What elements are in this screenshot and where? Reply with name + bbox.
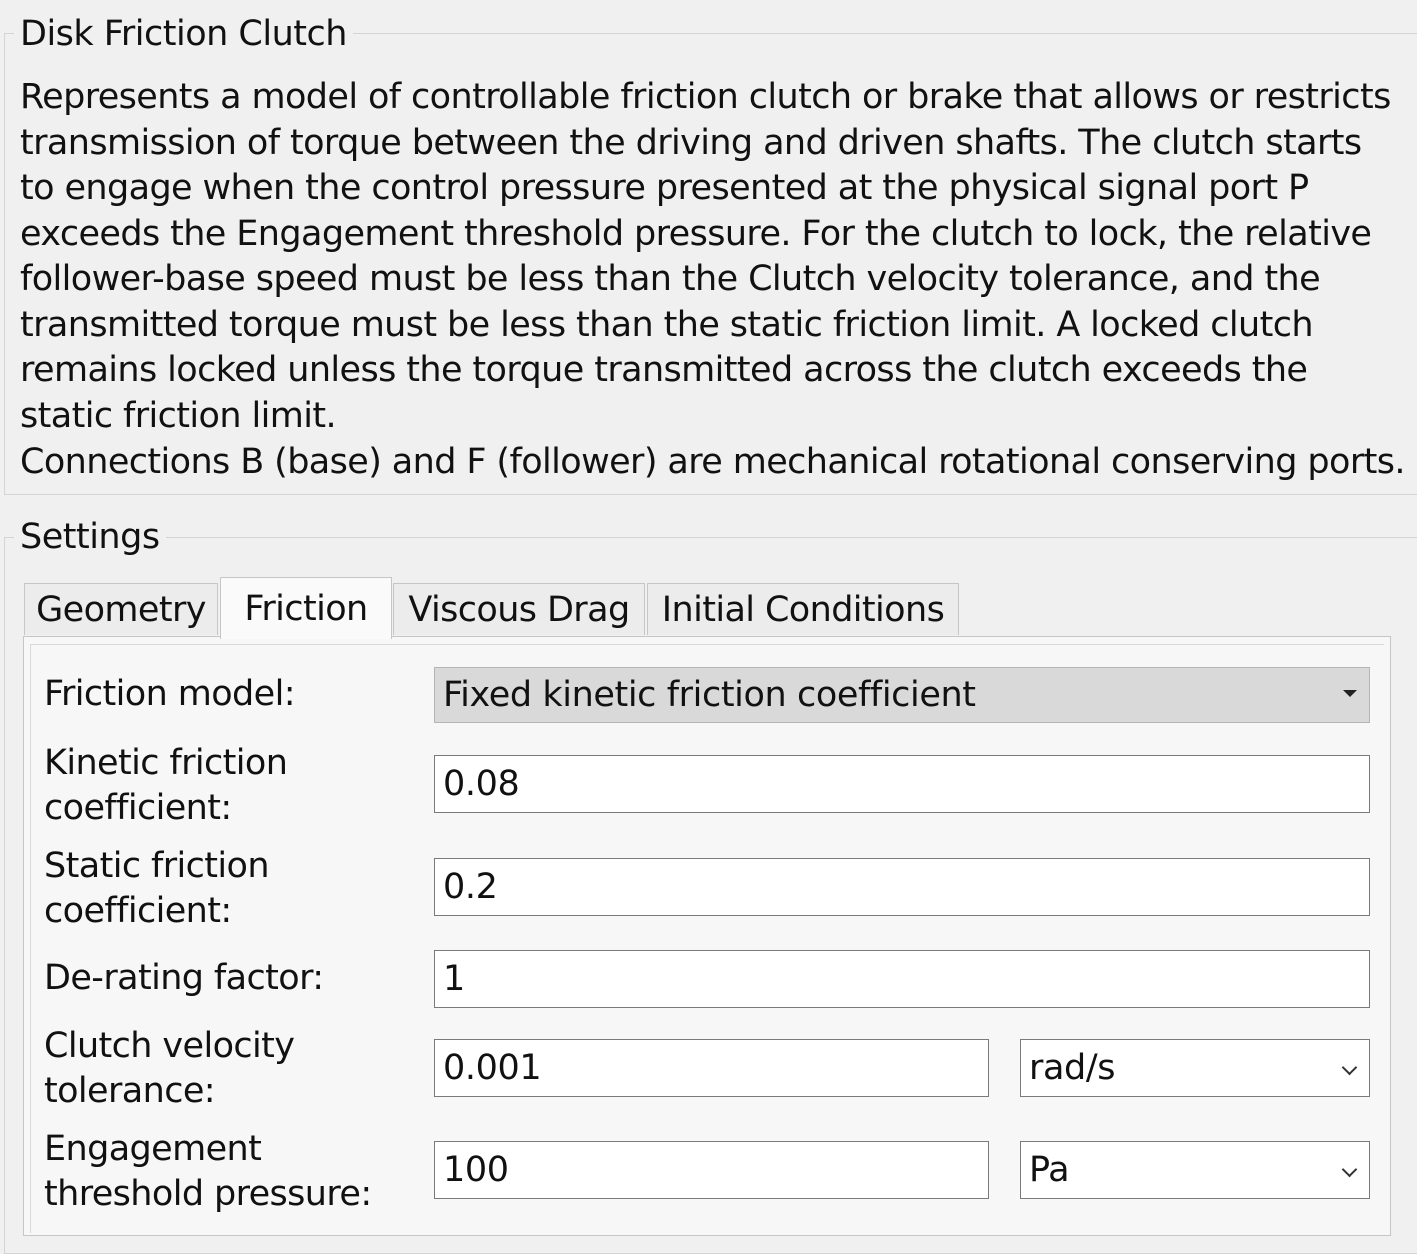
- chevron-down-icon: [1342, 1060, 1358, 1076]
- tab-geometry[interactable]: Geometry: [24, 583, 218, 635]
- kinetic-friction-label: Kinetic friction coefficient:: [44, 743, 288, 828]
- settings-group-title: Settings: [14, 517, 166, 557]
- static-friction-input[interactable]: 0.2: [434, 858, 1370, 916]
- friction-model-label: Friction model:: [44, 674, 295, 714]
- engagement-threshold-input[interactable]: 100: [434, 1141, 989, 1199]
- description-paragraph: Represents a model of controllable friction clutch or brake that allows or restricts transmission of torque between the driving and driven shafts. The clutch starts to engage when the control pressure presented at the physical signal port P exceeds the Engagement threshold pressure. For the clutch to lock, the relative follower-base speed must be less than the Clutch velocity tolerance, and the transmitted torque must be less than the static friction limit. A locked clutch remains locked unless the torque transmitted across the clutch exceeds the static friction limit.: [20, 77, 1391, 436]
- friction-model-dropdown[interactable]: [434, 667, 1370, 723]
- velocity-tolerance-label: Clutch velocity tolerance:: [44, 1026, 295, 1111]
- derating-factor-input[interactable]: 1: [434, 950, 1370, 1008]
- description-group-title: Disk Friction Clutch: [14, 14, 353, 54]
- chevron-down-icon: [1342, 1162, 1358, 1178]
- kinetic-friction-input[interactable]: 0.08: [434, 755, 1370, 813]
- connections-paragraph: Connections B (base) and F (follower) are mechanical rotational conserving ports.: [20, 442, 1405, 482]
- velocity-tolerance-input[interactable]: 0.001: [434, 1039, 989, 1097]
- engagement-threshold-label: Engagement threshold pressure:: [44, 1129, 372, 1214]
- velocity-unit-value: rad/s: [1029, 1048, 1116, 1088]
- dropdown-caret-icon: [1343, 690, 1357, 697]
- tab-viscous-drag[interactable]: Viscous Drag: [393, 583, 645, 635]
- friction-model-value: Fixed kinetic friction coefficient: [443, 675, 976, 715]
- tab-initial-conditions[interactable]: Initial Conditions: [647, 583, 959, 635]
- velocity-unit-dropdown[interactable]: [1020, 1039, 1370, 1097]
- pressure-unit-value: Pa: [1029, 1150, 1070, 1190]
- tab-friction[interactable]: Friction: [220, 577, 392, 639]
- static-friction-label: Static friction coefficient:: [44, 846, 269, 931]
- pressure-unit-dropdown[interactable]: [1020, 1141, 1370, 1199]
- derating-factor-label: De-rating factor:: [44, 958, 324, 998]
